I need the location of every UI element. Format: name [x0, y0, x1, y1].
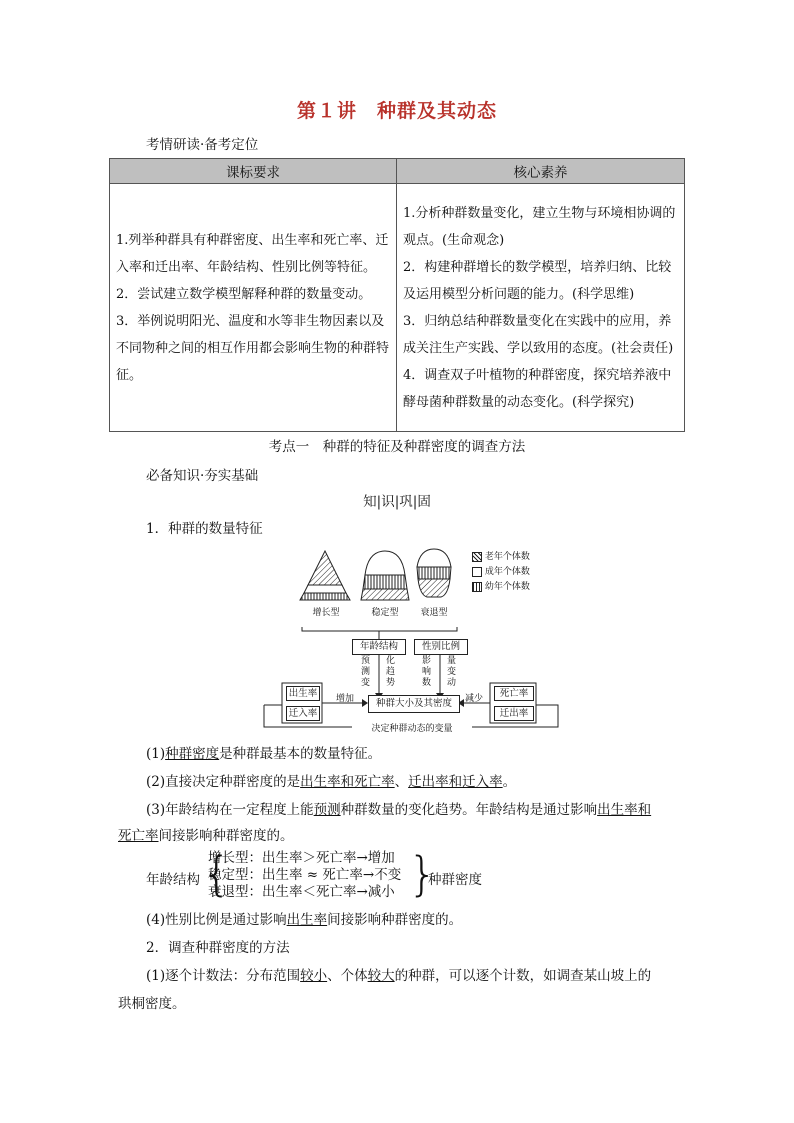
- legend-adult-swatch: [472, 567, 482, 577]
- section-heading-1: 1．种群的数量特征: [146, 521, 263, 537]
- sex-ratio-box: 性别比例: [414, 639, 468, 655]
- pyramid-declining: [417, 549, 451, 597]
- table-header-left: 课标要求: [110, 159, 397, 184]
- kaodian-heading: 考点一 种群的特征及种群密度的调查方法: [268, 439, 526, 455]
- age-structure-brace: [146, 847, 546, 904]
- competency-item: 2．构建种群增长的数学模型，培养归纳、比较及运用模型分析问题的能力。(科学思维): [403, 259, 672, 302]
- sex-arrow-label-b: 量变动: [447, 656, 457, 688]
- brace-right-label: 种群密度: [428, 872, 482, 888]
- sex-arrow-label-a: 影响数: [422, 656, 432, 688]
- legend-young-swatch: [472, 582, 482, 592]
- age-structure-box: 年龄结构: [352, 639, 406, 655]
- pyramid-label-increasing: 增长型: [312, 608, 340, 618]
- legend-old: 老年个体数: [484, 552, 530, 562]
- paragraph-3-line-1: (3)年龄结构在一定程度上能预测种群数量的变化趋势。年龄结构是通过影响出生率和: [146, 802, 652, 818]
- immigration-rate-box: 迁入率: [286, 706, 320, 721]
- emigration-rate-box: 迁出率: [494, 706, 534, 721]
- brace-rows: [208, 850, 401, 901]
- zhishi-heading: 知|识|巩|固: [363, 494, 431, 510]
- brace-row-declining: 衰退型：出生率＜死亡率→减小: [208, 884, 395, 900]
- age-arrow-label-a: 预测变: [361, 656, 371, 688]
- paragraph-2: (2)直接决定种群密度的是出生率和死亡率、迁出率和迁入率。: [146, 774, 517, 790]
- legend: [472, 549, 530, 594]
- brace-row-increasing: 增长型：出生率＞死亡率→增加: [208, 850, 395, 866]
- dynamic-variable-label: 决定种群动态的变量: [352, 721, 472, 734]
- bibei-heading: 必备知识·夯实基础: [146, 468, 259, 484]
- page-title: 第１讲 种群及其动态: [296, 100, 497, 122]
- paragraph-3-line-2: 死亡率间接影响种群密度的。: [118, 828, 294, 844]
- left-brace: {: [202, 847, 232, 901]
- competency-item: 4．调查双子叶植物的种群密度，探究培养液中酵母菌种群数量的动态变化。(科学探究): [403, 367, 672, 410]
- table-header-right: 核心素养: [397, 159, 685, 184]
- pyramid-label-stable: 稳定型: [371, 608, 399, 618]
- birth-rate-box: 出生率: [286, 686, 320, 701]
- brace-row-stable: 稳定型：出生率 ≈ 死亡率→不变: [208, 867, 402, 883]
- section-heading-2: 2．调查种群密度的方法: [146, 940, 290, 956]
- standard-item: 1.列举种群具有种群密度、出生率和死亡率、迁入率和迁出率、年龄结构、性别比例等特征。: [116, 232, 389, 275]
- legend-adult: 成年个体数: [484, 567, 530, 577]
- legend-young: 幼年个体数: [484, 582, 530, 592]
- competency-item: 3．归纳总结种群数量变化在实践中的应用，养成关注生产实践、学以致用的态度。(社会责任): [403, 313, 674, 356]
- pyramid-stable: [361, 551, 409, 600]
- paragraph-5-line-2: 珙桐密度。: [118, 996, 186, 1012]
- legend-old-swatch: [472, 552, 482, 562]
- standard-item: 3．举例说明阳光、温度和水等非生物因素以及不同物种之间的相互作用都会影响生物的种群特征。: [116, 313, 390, 383]
- increase-label: 增加: [336, 694, 355, 704]
- table-cell-right: [397, 184, 685, 432]
- age-arrow-label-b: 化趋势: [386, 656, 396, 688]
- standards-table: [109, 158, 685, 432]
- section-label: 考情研读·备考定位: [146, 137, 259, 153]
- population-diagram: [262, 545, 562, 735]
- paragraph-5-line-1: (1)逐个计数法：分布范围较小、个体较大的种群，可以逐个计数，如调查某山坡上的: [146, 968, 652, 984]
- death-rate-box: 死亡率: [494, 686, 534, 701]
- pyramid-label-declining: 衰退型: [420, 608, 448, 618]
- competency-item: 1.分析种群数量变化，建立生物与环境相协调的观点。(生命观念): [403, 205, 676, 248]
- population-density-box: 种群大小及其密度: [368, 695, 460, 713]
- pyramid-increasing: [300, 551, 350, 600]
- paragraph-4: (4)性别比例是通过影响出生率间接影响种群密度的。: [146, 912, 463, 928]
- table-cell-left: [110, 184, 397, 432]
- right-brace: }: [408, 847, 438, 901]
- brace-left-label: 年龄结构: [146, 872, 200, 888]
- paragraph-1: (1)种群密度是种群最基本的数量特征。: [146, 746, 382, 762]
- standard-item: 2．尝试建立数学模型解释种群的数量变动。: [116, 286, 372, 302]
- decrease-label: 减少: [465, 694, 484, 704]
